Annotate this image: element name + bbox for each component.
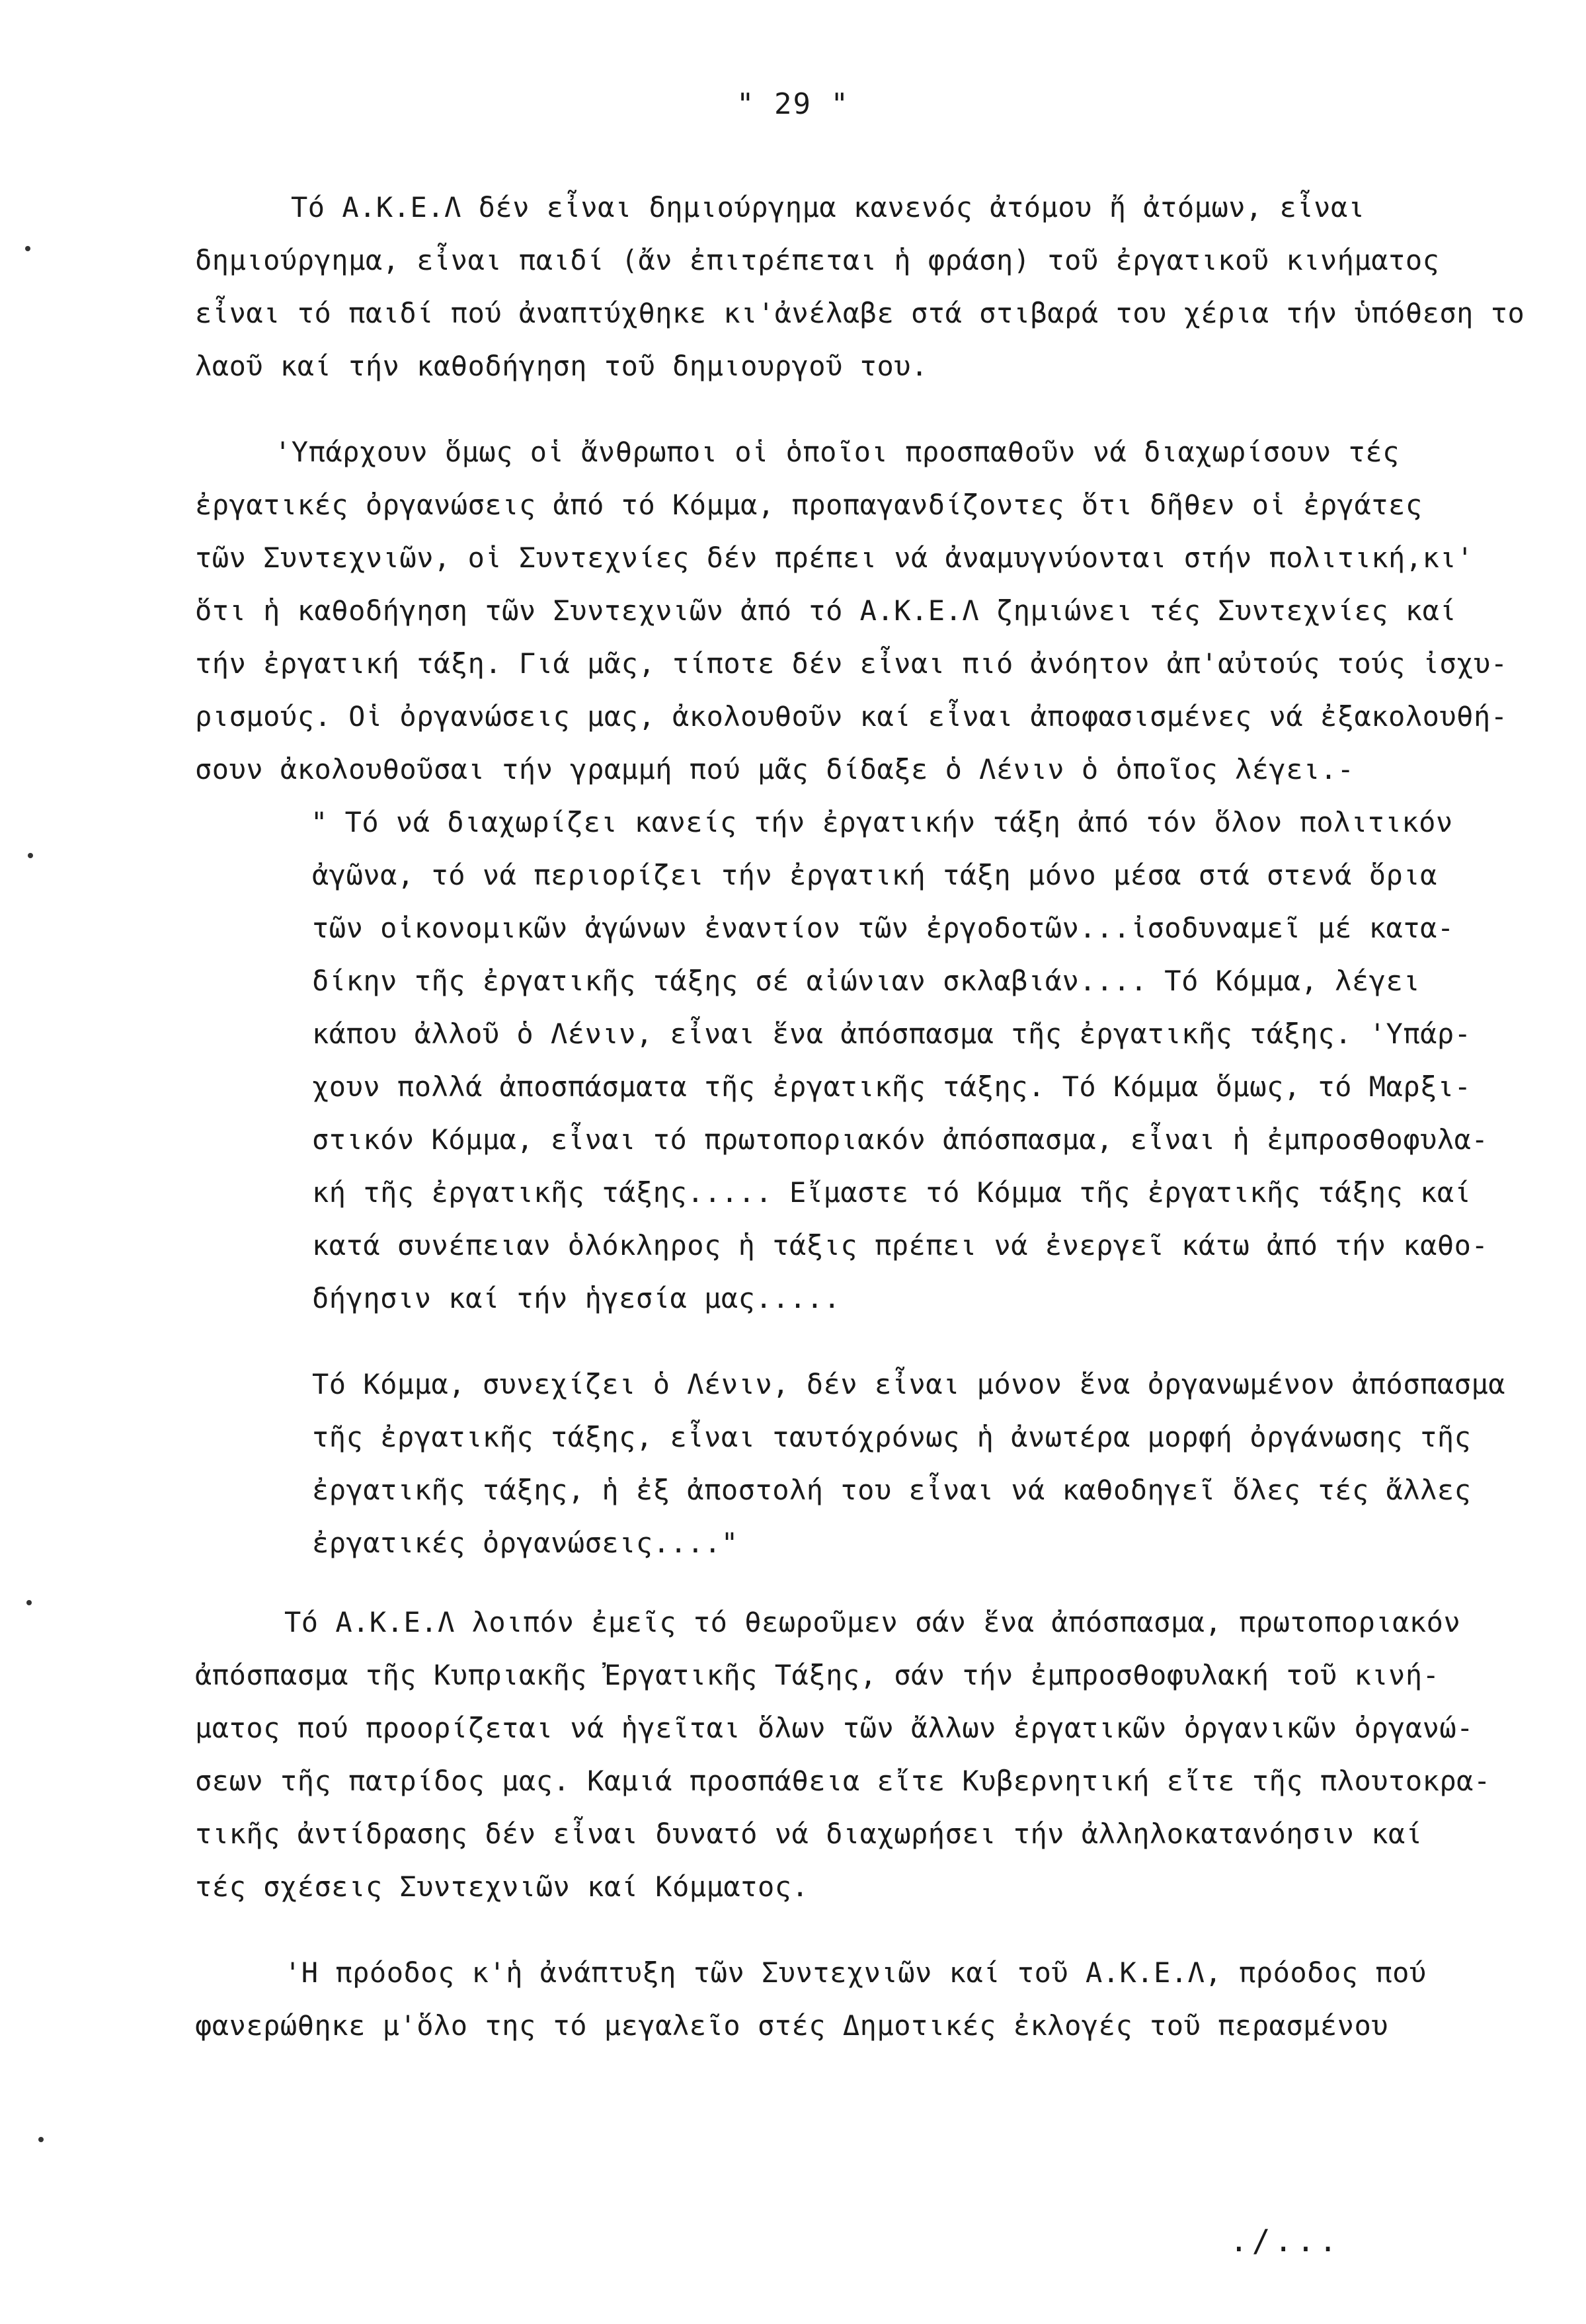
text-line: τήν ἐργατική τάξη. Γιά μᾶς, τίποτε δέν εἶναι πιό ἀνόητον ἀπ'αὐτούς τούς ἰσχυ- bbox=[195, 647, 1508, 680]
quote-line: κάπου ἀλλοῦ ὁ Λένιν, εἶναι ἕνα ἀπόσπασμα τῆς ἐργατικῆς τάξης. 'Υπάρ- bbox=[312, 1018, 1472, 1050]
quote-line: τῶν οἰκονομικῶν ἀγώνων ἐναντίον τῶν ἐργοδοτῶν...ἰσοδυναμεῖ μέ κατα- bbox=[312, 912, 1454, 944]
quote-line: " Τό νά διαχωρίζει κανείς τήν ἐργατικήν τάξη ἀπό τόν ὅλον πολιτικόν bbox=[311, 806, 1453, 838]
text-line: ἀπόσπασμα τῆς Κυπριακῆς Ἐργατικῆς Τάξης, σάν τήν ἐμπροσθοφυλακή τοῦ κινή- bbox=[195, 1659, 1440, 1691]
margin-speck bbox=[38, 2137, 44, 2142]
text-line: δημιούργημα, εἶναι παιδί (ἄν ἐπιτρέπεται ἡ φράση) τοῦ ἐργατικοῦ κινήματος bbox=[195, 244, 1440, 276]
text-line: τές σχέσεις Συντεχνιῶν καί Κόμματος. bbox=[195, 1870, 809, 1903]
text-line: εἶναι τό παιδί πού ἀναπτύχθηκε κι'ἀνέλαβε στά στιβαρά του χέρια τήν ὑπόθεση το bbox=[195, 297, 1525, 329]
text-line: φανερώθηκε μ'ὅλο της τό μεγαλεῖο στές Δημοτικές ἐκλογές τοῦ περασμένου bbox=[195, 2009, 1389, 2042]
quote-line: κατά συνέπειαν ὁλόκληρος ἡ τάξις πρέπει νά ἐνεργεῖ κάτω ἀπό τήν καθο- bbox=[312, 1229, 1489, 1262]
quote-line: ἀγῶνα, τό νά περιορίζει τήν ἐργατική τάξη μόνο μέσα στά στενά ὅρια bbox=[312, 859, 1437, 891]
text-line: ὅτι ἡ καθοδήγηση τῶν Συντεχνιῶν ἀπό τό Α.Κ.Ε.Λ ζημιώνει τές Συντεχνίες καί bbox=[195, 594, 1457, 627]
quote-line: δίκην τῆς ἐργατικῆς τάξης σέ αἰώνιαν σκλαβιάν.... Τό Κόμμα, λέγει bbox=[312, 965, 1421, 997]
quote-line: στικόν Κόμμα, εἶναι τό πρωτοποριακόν ἀπόσπασμα, εἶναι ἡ ἐμπροσθοφυλα- bbox=[312, 1123, 1489, 1156]
quote-line: κή τῆς ἐργατικῆς τάξης..... Εἴμαστε τό Κόμμα τῆς ἐργατικῆς τάξης καί bbox=[312, 1176, 1472, 1209]
text-line: σουν ἀκολουθοῦσαι τήν γραμμή πού μᾶς δίδαξε ὁ Λένιν ὁ ὁποῖος λέγει.- bbox=[195, 753, 1355, 785]
text-line: σεων τῆς πατρίδος μας. Καμιά προσπάθεια εἴτε Κυβερνητική εἴτε τῆς πλουτοκρα- bbox=[195, 1765, 1491, 1797]
margin-speck bbox=[26, 1600, 32, 1605]
text-line: λαοῦ καί τήν καθοδήγηση τοῦ δημιουργοῦ του. bbox=[195, 350, 928, 382]
text-line: τικῆς ἀντίδρασης δέν εἶναι δυνατό νά διαχωρήσει τήν ἀλληλοκατανόησιν καί bbox=[195, 1818, 1423, 1850]
text-line: τῶν Συντεχνιῶν, οἱ Συντεχνίες δέν πρέπει νά ἀναμυγνύονται στήν πολιτική,κι' bbox=[195, 541, 1474, 574]
text-line: 'Η πρόοδος κ'ἡ ἀνάπτυξη τῶν Συντεχνιῶν καί τοῦ Α.Κ.Ε.Λ, πρόοδος πού bbox=[284, 1956, 1427, 1989]
text-line: Τό Α.Κ.Ε.Λ δέν εἶναι δημιούργημα κανενός ἀτόμου ἤ ἀτόμων, εἶναι bbox=[291, 191, 1365, 223]
text-line: Τό Α.Κ.Ε.Λ λοιπόν ἐμεῖς τό θεωροῦμεν σάν ἕνα ἀπόσπασμα, πρωτοποριακόν bbox=[284, 1606, 1461, 1638]
text-line: 'Υπάρχουν ὅμως οἱ ἄνθρωποι οἱ ὁποῖοι προσπαθοῦν νά διαχωρίσουν τές bbox=[274, 436, 1400, 468]
text-line: ἐργατικές ὀργανώσεις ἀπό τό Κόμμα, προπαγανδίζοντες ὅτι δῆθεν οἱ ἐργάτες bbox=[195, 489, 1423, 521]
quote-line: τῆς ἐργατικῆς τάξης, εἶναι ταυτόχρόνως ἡ ἀνωτέρα μορφή ὀργάνωσης τῆς bbox=[312, 1421, 1472, 1453]
margin-speck bbox=[25, 246, 30, 251]
quote-line: δήγησιν καί τήν ἡγεσία μας..... bbox=[312, 1282, 841, 1314]
quote-line: Τό Κόμμα, συνεχίζει ὁ Λένιν, δέν εἶναι μόνον ἕνα ὀργανωμένον ἀπόσπασμα bbox=[312, 1368, 1506, 1400]
page-number: " 29 " bbox=[736, 87, 850, 121]
text-line: ρισμούς. Οἱ ὀργανώσεις μας, ἀκολουθοῦν καί εἶναι ἀποφασισμένες νά ἐξακολουθή- bbox=[195, 700, 1508, 733]
continuation-mark: ./... bbox=[1230, 2223, 1341, 2259]
text-line: ματος πού προορίζεται νά ἡγεῖται ὅλων τῶν ἄλλων ἐργατικῶν ὀργανικῶν ὀργανώ- bbox=[195, 1712, 1474, 1744]
quote-line: ἐργατικῆς τάξης, ἡ ἐξ ἀποστολή του εἶναι νά καθοδηγεῖ ὅλες τές ἄλλες bbox=[312, 1474, 1472, 1506]
quote-line: χουν πολλά ἀποσπάσματα τῆς ἐργατικῆς τάξης. Τό Κόμμα ὅμως, τό Μαρξι- bbox=[312, 1070, 1472, 1103]
margin-speck bbox=[28, 853, 33, 858]
quote-line: ἐργατικές ὀργανώσεις...." bbox=[312, 1527, 738, 1559]
